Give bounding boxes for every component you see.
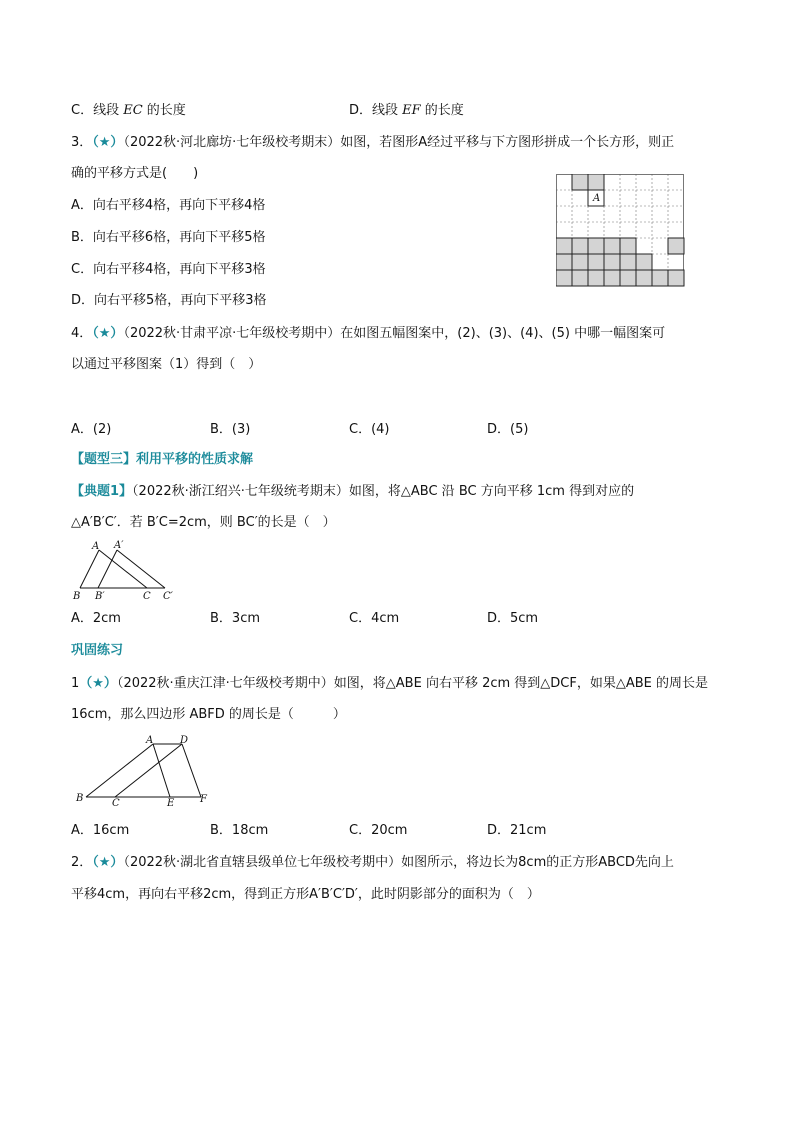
p1-line1: 1（★）（2022秋·重庆江津·七年级校考期中）如图，将△ABE 向右平移 2cm 得到△DCF，如果△ABE 的周长是 [71, 676, 709, 691]
example1-line1: 【典题1】（2022秋·浙江绍兴·七年级统考期末）如图，将△ABC 沿 BC 方向平移 1cm 得到对应的 [71, 484, 635, 499]
svg-text:B: B [76, 793, 84, 804]
p1-option-d[interactable]: D．21cm [487, 823, 547, 838]
star-icon: （★） [79, 676, 117, 691]
p1-quadrilateral-figure [72, 734, 212, 810]
example-tag: 【典题1】 [71, 484, 133, 499]
svg-text:B: B [73, 591, 81, 602]
p1-options [71, 822, 671, 840]
q3-grid-figure [556, 174, 686, 288]
svg-text:A: A [146, 735, 154, 746]
example1-option-c[interactable]: C．4cm [349, 611, 400, 626]
grid-label-a: A [593, 193, 601, 204]
example1-option-a[interactable]: A．2cm [71, 611, 121, 626]
q3-option-c[interactable]: C．向右平移4格，再向下平移3格 [71, 262, 266, 277]
star-icon: （★） [92, 855, 124, 870]
svg-text:D: D [180, 735, 189, 746]
svg-text:F: F [200, 794, 207, 805]
q4-option-a[interactable]: A．(2) [71, 422, 112, 437]
svg-text:C: C [112, 798, 120, 809]
q3-option-d[interactable]: D．向右平移5格，再向下平移3格 [71, 293, 267, 308]
star-icon: （★） [92, 135, 124, 150]
example1-option-b[interactable]: B．3cm [210, 611, 261, 626]
shape-bottom [556, 238, 684, 286]
example1-option-d[interactable]: D．5cm [487, 611, 539, 626]
q4-option-b[interactable]: B．(3) [210, 422, 251, 437]
svg-text:C′: C′ [163, 591, 173, 602]
svg-text:A′: A′ [114, 540, 124, 551]
svg-text:C: C [143, 591, 151, 602]
option-d[interactable]: D．线段 EF 的长度 [349, 103, 464, 118]
p1-option-c[interactable]: C．20cm [349, 823, 408, 838]
svg-text:E: E [167, 798, 175, 809]
star-icon: （★） [92, 326, 124, 341]
q4-line2: 以通过平移图案（1）得到（ ） [71, 357, 262, 372]
option-c[interactable]: C．线段 EC 的长度 [71, 103, 186, 118]
section-heading: 【题型三】利用平移的性质求解 [71, 452, 254, 467]
example1-options [71, 610, 671, 628]
q3-line2: 确的平移方式是( ) [71, 166, 199, 181]
options-row-prev [71, 102, 671, 120]
q3-option-a[interactable]: A．向右平移4格，再向下平移4格 [71, 198, 266, 213]
q4-option-d[interactable]: D．(5) [487, 422, 529, 437]
p1-option-b[interactable]: B．18cm [210, 823, 269, 838]
example1-triangle-figure [70, 538, 180, 604]
svg-text:A: A [92, 541, 100, 552]
q4-option-c[interactable]: C．(4) [349, 422, 390, 437]
svg-text:B′: B′ [95, 591, 105, 602]
example1-line2: △A′B′C′．若 B′C=2cm，则 BC′的长是（ ） [71, 515, 336, 530]
p1-line2: 16cm，那么四边形 ABFD 的周长是（ ） [71, 707, 346, 722]
p1-option-a[interactable]: A．16cm [71, 823, 130, 838]
q3-option-b[interactable]: B．向右平移6格，再向下平移5格 [71, 230, 266, 245]
practice-heading: 巩固练习 [71, 643, 124, 658]
q4-options [71, 421, 671, 439]
p2-line2: 平移4cm，再向右平移2cm，得到正方形A′B′C′D′，此时阴影部分的面积为（ ） [71, 887, 540, 902]
p2-line1: 2．（★）（2022秋·湖北省直辖县级单位七年级校考期中）如图所示，将边长为8cm的正方形ABCD先向上 [71, 855, 674, 870]
q3-line1: 3．（★）（2022秋·河北廊坊·七年级校考期末）如图，若图形A经过平移与下方图形拼成一个长方形，则正 [71, 135, 675, 150]
q4-line1: 4．（★）（2022秋·甘肃平凉·七年级校考期中）在如图五幅图案中，(2)、(3)、(4)、(5) 中哪一幅图案可 [71, 326, 666, 341]
